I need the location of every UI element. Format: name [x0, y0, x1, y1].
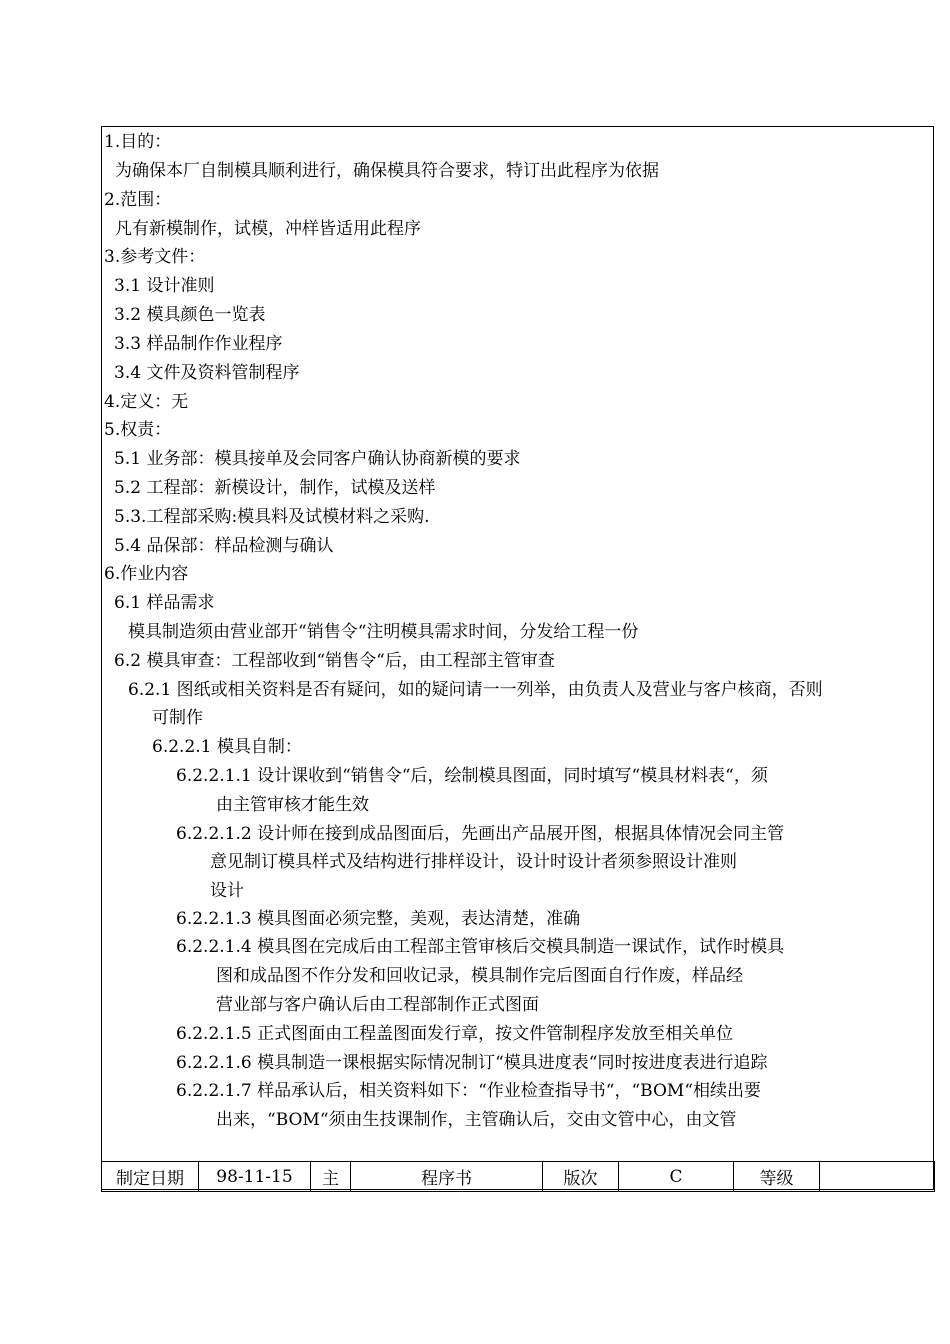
footer-row: [102, 1162, 935, 1192]
item-6-2-2-1-4-cont-1: 图和成品图不作分发和回收记录，模具制作完后图面自行作废，样品经: [216, 966, 743, 986]
item-6-2-2-1-2: 6.2.2.1.2 设计师在接到成品图面后，先画出产品展开图，根据具体情况会同主管: [176, 824, 785, 844]
grade-label: 等级: [734, 1162, 820, 1192]
item-6-2-2-1-6: 6.2.2.1.6 模具制造一课根据实际情况制订“模具进度表“同时按进度表进行追踪: [176, 1053, 768, 1073]
item-6-1-text: 模具制造须由营业部开“销售令“注明模具需求时间，分发给工程一份: [128, 622, 639, 642]
owner-label: 主: [311, 1162, 351, 1192]
grade-value: [820, 1162, 935, 1192]
item-6-2-2-1-1-cont: 由主管审核才能生效: [216, 795, 369, 815]
scope-text: 凡有新模制作，试模，冲样皆适用此程序: [115, 219, 421, 239]
item-6-2-2-1-7: 6.2.2.1.7 样品承认后，相关资料如下：“作业检查指导书“，“BOM“相续出要: [176, 1081, 762, 1101]
section-4-heading: 4.定义：无: [104, 392, 189, 412]
item-6-2-2-1-2-cont-2: 设计: [210, 881, 244, 901]
footer-info-table: [101, 1161, 935, 1192]
section-2-heading: 2.范围：: [104, 190, 172, 210]
item-6-2-2-1-3: 6.2.2.1.3 模具图面必须完整，美观，表达清楚，准确: [176, 909, 581, 929]
item-6-2-1-cont: 可制作: [152, 708, 203, 728]
item-6-2-2-1-heading: 6.2.2.1 模具自制：: [152, 737, 302, 757]
section-1-heading: 1.目的：: [104, 132, 172, 152]
item-6-2-2-1-5: 6.2.2.1.5 正式图面由工程盖图面发行章，按文件管制程序发放至相关单位: [176, 1024, 734, 1044]
version-value: C: [619, 1162, 734, 1192]
item-6-2-2-1-7-cont: 出来，“BOM“须由生技课制作，主管确认后，交由文管中心，由文管: [216, 1110, 737, 1130]
item-6-2-2-1-4: 6.2.2.1.4 模具图在完成后由工程部主管审核后交模具制造一课试作，试作时模具: [176, 937, 785, 957]
item-6-2-2-1-1: 6.2.2.1.1 设计课收到“销售令“后，绘制模具图面，同时填写“模具材料表“，须: [176, 766, 768, 786]
item-6-2-2-1-4-cont-2: 营业部与客户确认后由工程部制作正式图面: [216, 995, 539, 1015]
purpose-text: 为确保本厂自制模具顺利进行，确保模具符合要求，特订出此程序为依据: [115, 161, 659, 181]
date-value: 98-11-15: [199, 1162, 311, 1192]
ref-item-3-4: 3.4 文件及资料管制程序: [114, 363, 300, 383]
section-3-heading: 3.参考文件：: [104, 247, 206, 267]
item-6-2-heading: 6.2 模具审查：工程部收到“销售令“后，由工程部主管审查: [114, 651, 555, 671]
duty-item-5-2: 5.2 工程部：新模设计，制作，试模及送样: [114, 478, 436, 498]
item-6-2-1-text: 6.2.1 图纸或相关资料是否有疑问，如的疑问请一一列举，由负责人及营业与客户核商，否则: [128, 680, 823, 700]
duty-item-5-3: 5.3.工程部采购:模具料及试模材料之采购.: [114, 507, 430, 527]
duty-item-5-4: 5.4 品保部：样品检测与确认: [114, 536, 334, 556]
duty-item-5-1: 5.1 业务部：模具接单及会同客户确认协商新模的要求: [114, 449, 521, 469]
item-6-1-heading: 6.1 样品需求: [114, 593, 215, 613]
item-6-2-2-1-2-cont-1: 意见制订模具样式及结构进行排样设计，设计时设计者须参照设计准则: [210, 852, 737, 872]
doc-type: 程序书: [351, 1162, 543, 1192]
section-5-heading: 5.权责：: [104, 420, 172, 440]
version-label: 版次: [543, 1162, 619, 1192]
section-6-heading: 6.作业内容: [104, 564, 189, 584]
date-label: 制定日期: [102, 1162, 199, 1192]
ref-item-3-3: 3.3 样品制作作业程序: [114, 334, 283, 354]
ref-item-3-2: 3.2 模具颜色一览表: [114, 305, 266, 325]
ref-item-3-1: 3.1 设计准则: [114, 276, 215, 296]
